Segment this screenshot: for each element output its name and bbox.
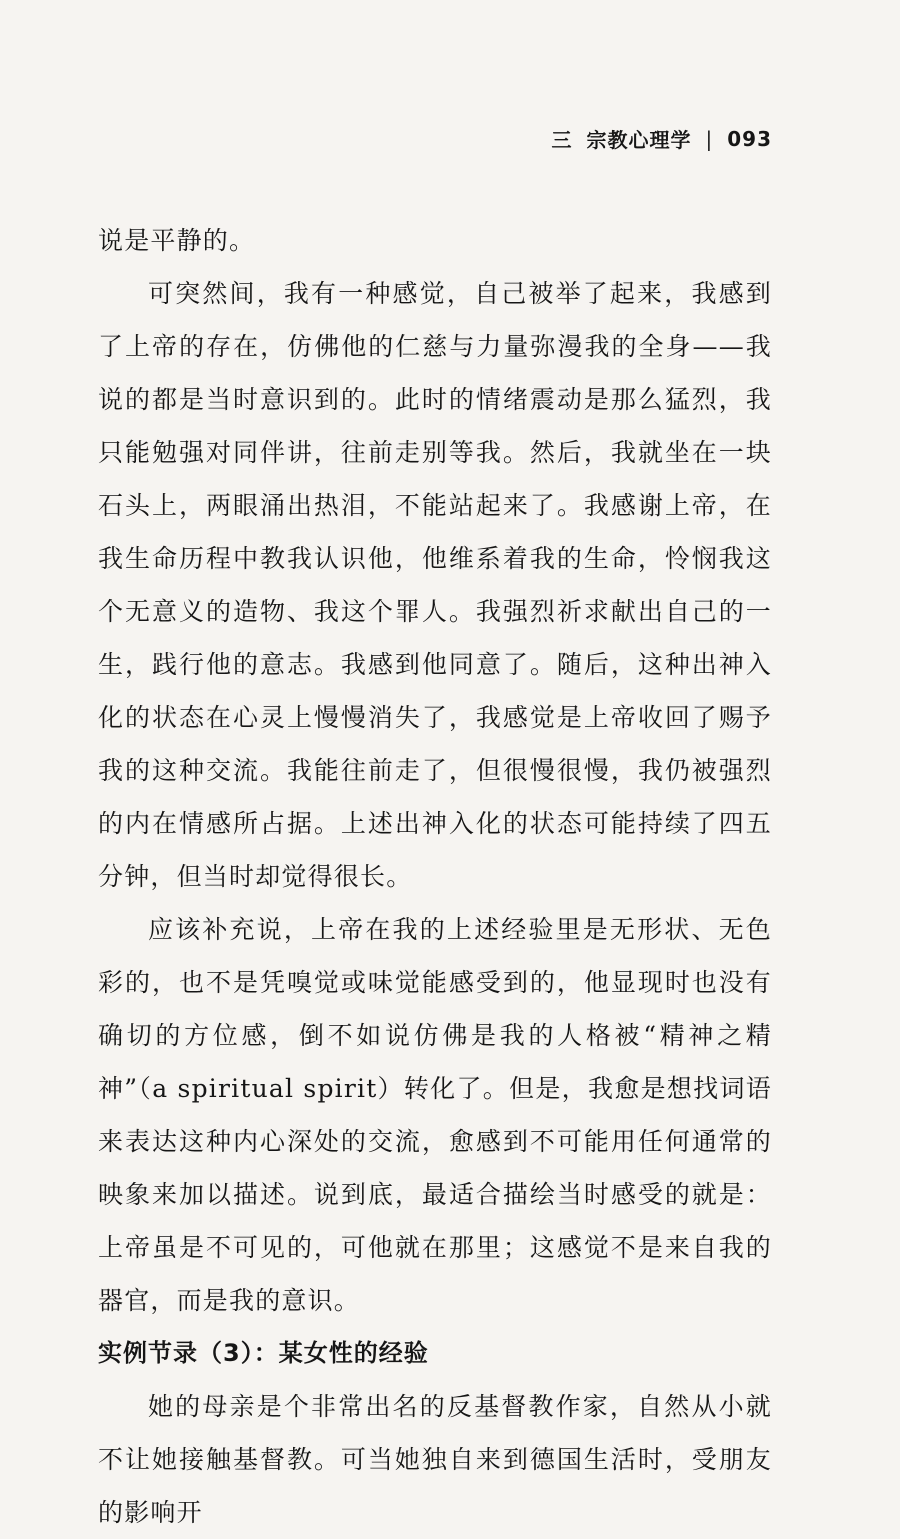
- running-header: [552, 124, 773, 153]
- paragraph-continuation: 说是平静的。: [98, 226, 256, 255]
- paragraph-female-experience: 她的母亲是个非常出名的反基督教作家，自然从小就不让她接触基督教。可当她独自来到德国生活时，受朋友的影响开: [98, 1392, 772, 1527]
- page-number: 093: [727, 126, 772, 151]
- chapter-number: 三: [551, 128, 573, 152]
- paragraph-experience: 可突然间，我有一种感觉，自己被举了起来，我感到了上帝的存在，仿佛他的仁慈与力量弥漫我的全身——我说的都是当时意识到的。此时的情绪震动是那么猛烈，我只能勉强对同伴讲，往前走别等我。然后，我就坐在一块石头上，两眼涌出热泪，不能站起来了。我感谢上帝，在我生命历程中教我认识他，他维系着我的生命，怜悯我这个无意义的造物、我这个罪人。我强烈祈求献出自己的一生，践行他的意志。我感到他同意了。随后，这种出神入化的状态在心灵上慢慢消失了，我感觉是上帝收回了赐予我的这种交流。我能往前走了，但很慢很慢，我仍被强烈的内在情感所占据。上述出神入化的状态可能持续了四五分钟，但当时却觉得很长。: [98, 279, 772, 891]
- chapter-title: 宗教心理学: [586, 128, 692, 152]
- page-body: [98, 214, 772, 1539]
- section-heading: 实例节录（3）：某女性的经验: [98, 1339, 429, 1367]
- paragraph-supplement: 应该补充说，上帝在我的上述经验里是无形状、无色彩的，也不是凭嗅觉或味觉能感受到的，他显现时也没有确切的方位感，倒不如说仿佛是我的人格被“精神之精神”（a spiritual spirit）转化了。但是，我愈是想找词语来表达这种内心深处的交流，愈感到不可能用任何通常的映象来加以描述。说到底，最适合描绘当时感受的就是：上帝虽是不可见的，可他就在那里；这感觉不是来自我的器官，而是我的意识。: [98, 915, 772, 1315]
- header-separator: |: [705, 126, 714, 151]
